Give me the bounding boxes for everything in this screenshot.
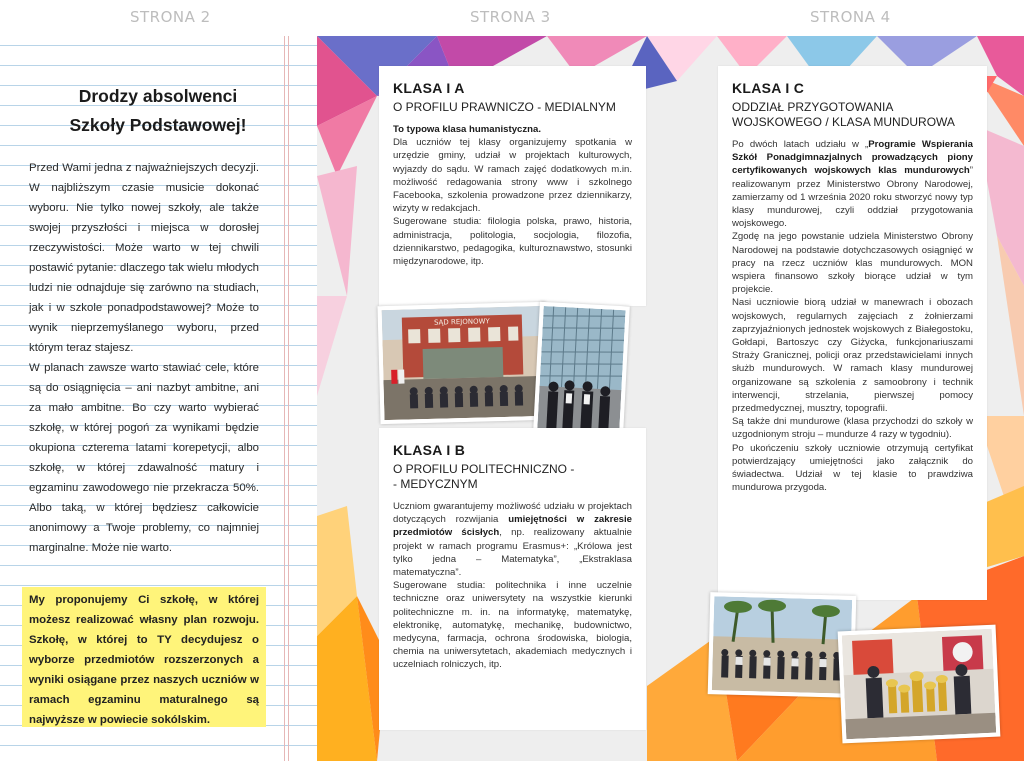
letter-heading [20,82,296,140]
page-label-3: STRONA 3 [470,8,551,26]
class-c-subtitle-line1: ODDZIAŁ PRZYGOTOWANIA [732,100,894,114]
class-a-card [379,66,646,306]
margin-line [284,36,285,761]
class-a-studies: Sugerowane studia: filologia polska, prawo, historia, administracja, politologia, socjologia, filozofia, dziennikarstwo, pedagogika, kulturoznawstwo, stosunki międzynarodowe, itp. [393,216,632,268]
class-a-lead: To typowa klasa humanistyczna. [393,124,542,135]
class-c-title: KLASA I C [732,80,805,96]
class-a-text [393,123,632,268]
letter-body [29,158,259,558]
class-c-subtitle [732,100,973,130]
class-a-subtitle: O PROFILU PRAWNICZO - MEDIALNYM [393,100,616,114]
letter-paragraph: W planach zawsze warto stawiać cele, które są do osiągnięcia – ani nazbyt ambitne, ani za mało ambitne. Bo czy warto wybierać szkołę, w której pogoń za wynikami będzie okupiona czterema latami korepetycji, albo szkołę, w której zdawalność matury i egzaminu zawodowego nie przekracza 50%. Albo taką, w której będziesz całkowicie anonimowy a Twoje problemy, co najmniej marginalne. Może nie warto. [29,362,259,554]
class-c-p1-pre: Po dwóch latach udziału w „ [732,139,869,150]
trophies-image [842,629,996,739]
class-c-p2: Zgodę na jego powstanie udziela Ministerstwo Obrony Narodowej na podstawie dotychczasowych osiągnięć w pracy na rzecz uczniów klas mundurowych. MON wspiera finansowo szkoły biorące udział w tym projekcie. [732,231,973,296]
page-label-4: STRONA 4 [810,8,891,26]
class-c-text [732,138,973,494]
photo-group-palms [708,592,857,698]
class-b-card [379,428,646,730]
court-sign: SĄD REJONOWY [434,317,490,327]
class-c-p1-bold: Programie Wspierania Szkół Ponadgimnazjalnych prowadzących piony certyfikowanych wojskowych klas mundurowych [732,139,973,177]
class-c-p1-post: ” realizowanym przez Ministerstwo Obrony Narodowej, zamierzamy od 1 września 2020 roku stworzyć nowy typ klasy mundurowej, czyli oddział przygotowania wojskowego. [732,165,973,230]
class-a-description: Dla uczniów tej klasy organizujemy spotkania w urzędzie gminy, udział w projektach kulturowych, wyjazdy do sądu. W ramach zajęć dodatkowych m.in. możliwość redagowania strony www i szkolnego Facebooka, szkolenia prowadzone przez dziennikarzy, wizyty w redakcjach. [393,137,632,215]
highlight-text: My proponujemy Ci szkołę, w której możesz realizować własny plan rozwoju. Szkołę, w której to TY decydujesz o wyborze przedmiotów rozszerzonych a wyniki osiągane przez naszych uczniów w ramach egzaminu maturalnego są najwyższe w powiecie sokólskim. [29,594,259,726]
class-b-text-post: , np. realizowany aktualnie projekt w ramach programu Erasmus+: „Królowa jest tylko jedna – Matematyka”, „Ekstraklasa matematyczna”. [393,527,633,579]
class-b-subtitle-line2: - MEDYCZNYM [393,477,478,491]
class-c-subtitle-line2: WOJSKOWEGO / KLASA MUNDUROWA [732,115,955,129]
class-a-title: KLASA I A [393,80,465,96]
photo-trophies [838,625,1001,744]
heading-line-1: Drodzy absolwenci [78,86,238,106]
court-building-image [382,306,545,420]
class-b-title: KLASA I B [393,442,466,458]
class-b-text-pre: Uczniom gwarantujemy możliwość udziału w projektach dotyczących rozwijania [393,501,632,526]
class-c-p5: Po ukończeniu szkoły uczniowie otrzymują certyfikat potwierdzający umiejętności jako załącznik do świadectwa. Udział w tej klasie to prawdziwa mundurowa przygoda. [732,442,973,494]
heading-line-2: Szkoły Podstawowej! [69,115,247,135]
margin-line [288,36,289,761]
class-c-p3: Nasi uczniowie biorą udział w manewrach i obozach wojskowych, regularnych zajęciach z żołnierzami zaprzyjaźnionych jednostek wojskowych z Białegostoku, Gołdapi, Bartoszyc czy Giżycka, funkcjonariuszami Straży Granicznej, policji oraz przedstawicielami innych służb mundurowych. W ramach klasy mundurowej organizowane są szkolenia z samoobrony i technik interwencji, strzelania, pierwszej pomocy przedmedycznej, musztry, topografii. [732,297,973,415]
class-b-studies: Sugerowane studia: politechnika i inne uczelnie techniczne oraz uniwersytety na wszystkie kierunki politechniczne m. in. na informatykę, matematykę, elektronikę, automatykę, mechanikę, budownictwo, medycyna, farmacja, ochrona środowiska, biologia, chemia na uniwersytetach, akademiach medycznych i uczelniach rolniczych, itp. [393,580,632,671]
letter-paragraph: Przed Wami jedna z najważniejszych decyzji. W najbliższym czasie musicie dokonać wyboru. Nie tylko nowej szkoły, ale także swojej przyszłości i miejsca w dorosłej rzeczywistości. Może warto w tej chwili postawić pytanie: dlaczego tak wielu młodych ludzi nie odnajduje się zarówno na studiach, jak i w szkole ponadpodstawowej? Może to wynik nieprzemyślanego wyboru, przed którym teraz stajesz. [29,162,259,354]
class-b-subtitle-line1: O PROFILU POLITECHNICZNO - [393,462,575,476]
page-label-2: STRONA 2 [130,8,211,26]
class-b-subtitle [393,462,632,492]
class-b-text [393,500,632,672]
class-c-card [718,66,987,600]
class-b-text-bold: umiejętności w zakresie przedmiotów ścisłych [393,514,632,539]
photo-court-building [377,302,548,424]
class-c-p4: Są także dni mundurowe (klasa przychodzi do szkoły w uzgodnionym stroju – mundurze 4 razy w tygodniu). [732,416,973,441]
group-palms-image [712,596,852,694]
